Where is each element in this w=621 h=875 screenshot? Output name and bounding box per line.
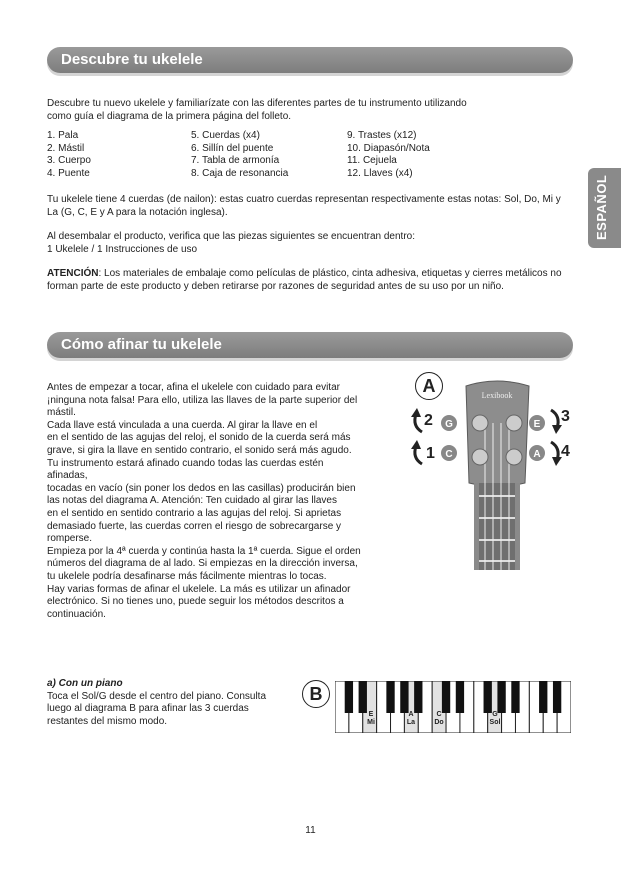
- text-line: continuación.: [47, 608, 106, 620]
- unpack-line: 1 Ukelele / 1 Instrucciones de uso: [47, 243, 198, 255]
- brand-logo: Lexibook: [481, 391, 513, 400]
- section-title: Descubre tu ukelele: [61, 51, 203, 68]
- section-banner-descubre: [47, 47, 573, 73]
- piano-black-key: [539, 681, 547, 713]
- piano-paragraph: [47, 678, 297, 728]
- peg-number-4: 4: [561, 443, 570, 460]
- intro-paragraph: Descubre tu nuevo ukelele y familiarízate con las diferentes partes de tu instrumento utilizando como guía el diagrama de la primera página del folleto.: [47, 98, 467, 122]
- ukulele-headstock-diagram: [430, 378, 565, 570]
- diagram-a-label: A: [415, 372, 443, 400]
- piano-heading: a) Con un piano: [47, 678, 123, 689]
- peg-number-3: 3: [561, 408, 570, 425]
- piano-key-label-e: E Mi: [367, 711, 375, 726]
- part-item: 8. Caja de resonancia: [191, 167, 289, 179]
- text-line: electrónico. Si no tienes uno, puede seguir los métodos descritos a: [47, 596, 344, 608]
- piano-black-key: [456, 681, 464, 713]
- peg-letter-a: A: [533, 449, 541, 460]
- piano-black-key: [442, 681, 450, 713]
- text-line: en el sentido en sentido contrario a las agujas del reloj. Si aprietas: [47, 507, 342, 519]
- peg-letter-c: C: [445, 449, 453, 460]
- piano-key-label-g: G Sol: [489, 711, 501, 726]
- part-item: 5. Cuerdas (x4): [191, 130, 260, 141]
- text-line: Toca el Sol/G desde el centro del piano. Consulta: [47, 690, 267, 702]
- text-line: afinadas,: [47, 470, 88, 482]
- part-item: 1. Pala: [47, 130, 79, 141]
- page-number: 11: [305, 825, 316, 836]
- text-line: en el sentido de las agujas del reloj, el sonido de la cuerda será más: [47, 432, 351, 444]
- piano-black-key: [484, 681, 492, 713]
- warning-label: ATENCIÓN: [47, 268, 99, 279]
- part-item: 3. Cuerpo: [47, 155, 91, 167]
- part-item: 7. Tabla de armonía: [191, 155, 280, 167]
- text-line: restantes del mismo modo.: [47, 715, 168, 727]
- section-banner-afinar: [47, 332, 573, 358]
- part-item: 6. Sillín del puente: [191, 142, 274, 154]
- piano-black-key: [553, 681, 561, 713]
- unpack-paragraph: [47, 231, 572, 256]
- part-item: 12. Llaves (x4): [347, 167, 413, 179]
- piano-black-key: [386, 681, 394, 713]
- warning-text: : Los materiales de embalaje como películas de plástico, cinta adhesiva, etiquetas y cierres metálicos no forman parte de este producto y deben retirarse por razones de seguridad antes de su uso por un niño.: [47, 268, 562, 292]
- piano-black-key: [414, 681, 422, 713]
- part-item: 2. Mástil: [47, 142, 85, 154]
- text-line: Cada llave está vinculada a una cuerda. Al girar la llave en el: [47, 419, 318, 431]
- text-line: las notas del diagrama A. Atención: Ten cuidado al girar las llaves: [47, 495, 337, 507]
- section-title: Cómo afinar tu ukelele: [61, 336, 222, 353]
- text-line: ¡ninguna nota falsa! Para ello, utiliza las llaves de la parte superior del: [47, 394, 358, 406]
- piano-black-key: [359, 681, 367, 713]
- strings-paragraph: Tu ukelele tiene 4 cuerdas (de nailon): estas cuatro cuerdas representan respectivamente estas notas: Sol, Do, Mi y La (G, C, E y A para la notación inglesa).: [47, 194, 561, 218]
- warning-paragraph: [47, 268, 565, 293]
- part-item: 11. Cejuela: [347, 155, 397, 167]
- rotate-arrow-icon: [410, 440, 426, 466]
- language-tab-label: ESPAÑOL: [594, 174, 609, 240]
- text-line: tocadas en vacío (sin poner los dedos en las casillas) producirán bien: [47, 482, 356, 494]
- parts-list-col3: [347, 130, 430, 180]
- peg-letter-e: E: [533, 419, 541, 430]
- text-line: mástil.: [47, 407, 76, 419]
- piano-black-key: [400, 681, 408, 713]
- parts-list-col1: [47, 130, 91, 180]
- piano-black-key: [497, 681, 505, 713]
- part-item: 10. Diapasón/Nota: [347, 142, 430, 154]
- peg-letter-g: G: [445, 419, 453, 430]
- text-line: Empieza por la 4ª cuerda y continúa hasta la 1ª cuerda. Sigue el orden: [47, 545, 361, 557]
- text-line: romperse.: [47, 533, 93, 545]
- text-line: demasiado fuerte, las cuerdas corren el riesgo de sobrecargarse y: [47, 520, 342, 532]
- text-line: grave, si gira la llave en sentido contrario, el sonido será más agudo.: [47, 444, 352, 456]
- peg-number-1: 1: [426, 445, 435, 462]
- text-line: Hay varias formas de afinar el ukelele. La más es utilizar un afinador: [47, 583, 351, 595]
- unpack-line: Al desembalar el producto, verifica que las piezas siguientes se encuentran dentro:: [47, 231, 415, 242]
- text-line: Tu instrumento estará afinado cuando todas las cuerdas estén: [47, 457, 324, 469]
- text-line: tu ukelele podría desafinarse más fácilmente mientras lo tocas.: [47, 570, 327, 582]
- piano-key-label-c: C Do: [434, 711, 444, 726]
- language-tab: [588, 168, 621, 248]
- text-line: números del diagrama de al lado. Si empiezas en la dirección inversa,: [47, 558, 358, 570]
- peg-number-2: 2: [424, 412, 433, 429]
- text-line: luego al diagrama B para afinar las 3 cuerdas: [47, 703, 249, 715]
- tuning-paragraph: [47, 382, 397, 621]
- piano-key-label-a: A La: [406, 711, 416, 726]
- parts-list-col2: [191, 130, 288, 180]
- part-item: 4. Puente: [47, 167, 90, 179]
- part-item: 9. Trastes (x12): [347, 130, 417, 141]
- text-line: Antes de empezar a tocar, afina el ukelele con cuidado para evitar: [47, 382, 340, 393]
- piano-black-key: [345, 681, 353, 713]
- diagram-b-label: B: [302, 680, 330, 708]
- piano-black-key: [511, 681, 519, 713]
